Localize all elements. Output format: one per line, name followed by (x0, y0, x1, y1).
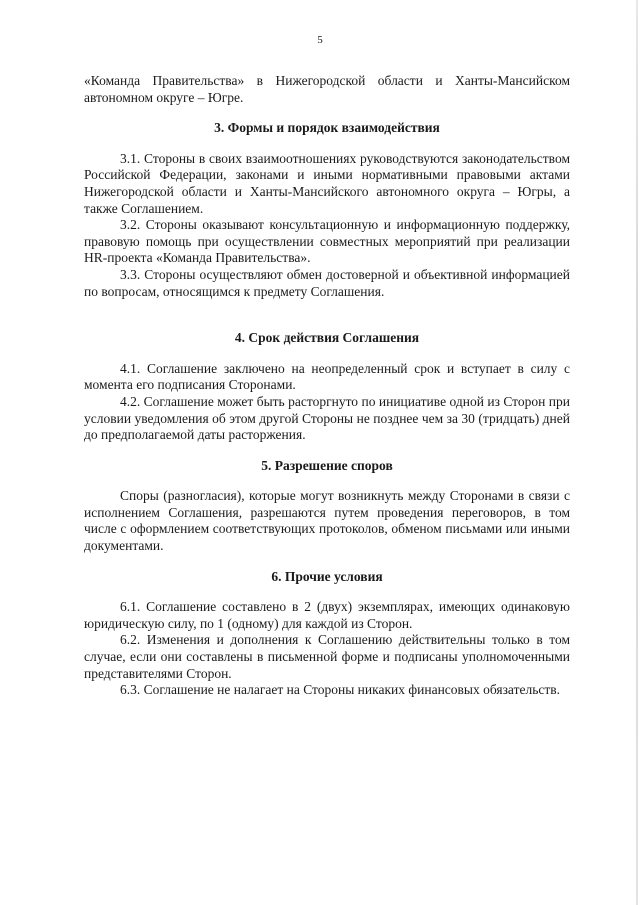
scan-edge (636, 0, 638, 905)
section-5-title: 5. Разрешение споров (261, 457, 393, 473)
paragraph-3-3: 3.3. Стороны осуществляют обмен достоверной и объективной информацией по вопросам, относящимся к предмету Соглашения. (84, 266, 570, 299)
paragraph-6-3: 6.3. Соглашение не налагает на Стороны никаких финансовых обязательств. (120, 682, 560, 698)
paragraph-4-2: 4.2. Соглашение может быть расторгнуто по инициативе одной из Сторон при условии уведомления об этом другой Стороны не позднее чем за 30 (тридцать) дней до предполагаемой даты расторжения. (84, 393, 570, 443)
page-number: 5 (317, 34, 323, 46)
intro-paragraph: «Команда Правительства» в Нижегородской области и Ханты-Мансийском автономном округе – Югре. (84, 73, 570, 105)
section-4-title: 4. Срок действия Соглашения (234, 330, 420, 346)
paragraph-5: Споры (разногласия), которые могут возникнуть между Сторонами в связи с исполнением Соглашения, разрешаются путем проведения переговоров, в том числе с оформлением соответствующих протоколов, обменом письмами или иными документами. (84, 488, 570, 554)
paragraph-6-1: 6.1. Соглашение составлено в 2 (двух) экземплярах, имеющих одинаковую юридическую силу, по 1 (одному) для каждой из Сторон. (84, 599, 570, 631)
paragraph-3-2: 3.2. Стороны оказывают консультационную и информационную поддержку, правовую помощь при осуществлении совместных мероприятий при реализации HR-проекта «Команда Правительства». (84, 217, 570, 266)
section-6-title: 6. Прочие условия (271, 568, 383, 584)
section-3-title: 3. Формы и порядок взаимодействия (214, 120, 440, 136)
paragraph-3-1: 3.1. Стороны в своих взаимоотношениях руководствуются законодательством Российской Федерации, законами и иными нормативными правовыми актами Нижегородской области и Ханты-Мансийского автономного округа – Югры, а также Соглашением. (84, 150, 570, 216)
document-body (84, 73, 570, 699)
paragraph-6-2: 6.2. Изменения и дополнения к Соглашению действительны только в том случае, если они составлены в письменной форме и подписаны уполномоченными представителями Сторон. (84, 632, 570, 681)
paragraph-4-1: 4.1. Соглашение заключено на неопределенный срок и вступает в силу с момента его подписания Сторонами. (84, 360, 570, 393)
